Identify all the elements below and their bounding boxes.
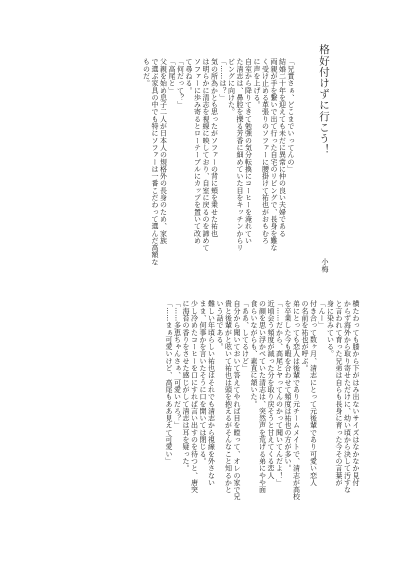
text-line: 弟にとっても恋人は後輩であり元チームメイトで、清志が高校 [292,300,301,501]
text-line: いう話である。 [216,300,224,351]
text-line: に声を上げる。 [253,58,261,109]
text-line: 「高尾と」 [168,58,176,94]
text-line: 「……まぁ可愛いけど、高尾もああ見えて可愛い」 [165,300,173,465]
text-line: 「ああ、してるけど」 [241,300,250,372]
author-name: 小梅 [321,258,329,273]
story-title: 格好付けずに行こう！ [318,44,330,155]
text-line: 身に染みている。 [326,300,335,358]
text-line: 「んー」 [318,300,326,329]
text-block-top [40,58,295,283]
text-line: と言われて育った兄弟は自らも長身に育った今その言葉が [335,300,343,486]
text-line: ビングに向けた。 [227,58,236,116]
text-line: を卒業した今も暇を合わせて頻度は祐也の方が多い。 [284,300,292,472]
text-line: 難しい年頃らしい祐也はそれでも清志から視線を外さない [207,300,216,486]
text-line: く受け止める革張りのソファーに腰掛けて祐也がおもむろ [261,58,270,244]
text-line: 少し冷めたコーヒーを口にすれば言い出すのを待つと、唐突 [190,300,199,494]
text-line: 「兄貴さぁ、どこまでいってんの」 [287,58,295,173]
text-line: 父親を始め息子二人が日本人の規格外の長身のため、家族 [159,58,168,244]
text-line: 「……は？」 [219,58,227,101]
text-line: に海苔の香りをさせた感じがして清志は耳を疑った。 [182,300,190,472]
text-block-bottom [40,300,360,525]
text-line: て尋ねる。 [185,58,193,94]
text-line: 気の所為かとも思ったがソファーの背に頬を乗せた祐也 [210,58,219,237]
text-line: は明らかに清志を視線に映しており、自室に戻るのを諦めて [202,58,210,252]
text-line: まま、何事かを言いたそうに口を開いては閉じる。 [199,300,207,465]
text-line: 「……だから、高尾とヤってんのかって聞いてんだよ！」 [275,300,284,486]
text-line: で選ぶ家具の中でも特にソファーは一番こだわって選んだ高額な [151,58,159,266]
text-line: 自分から聞いておいて答えてやれば目を瞠って、オレの家で兄 [233,300,241,501]
text-line: 「……多恵ちゃんさぁ、可愛いだろ？」 [173,300,182,429]
text-line: 食らいながらも、素直に頷いた。 [250,300,258,408]
text-line: ものだ。 [142,58,151,87]
text-line: 近頃会う頻度が減った分を取り戻そうと甘えてくる恋人 [267,300,275,479]
text-line: からず海外から取り寄せただけに、幼い頃から決して汚すな [343,300,352,494]
text-line: ソファーに歩み寄るとローテーブルにカップを置いて改め [193,58,202,244]
text-line: 付き合って数ヶ月、清志にとって元後輩であり可愛い恋人 [309,300,318,486]
text-line: の名前を祐也が呼ぶ。 [301,300,309,372]
text-line: の顔を思い浮かべていた清志は、突然声を荒げる弟にやや面 [258,300,267,494]
text-line: 貴と後輩がと呟いて祐也は頭を抱えるがそんなこと知るかと [224,300,233,494]
text-line: た清志は、鼻腔を擽る芳香に細めていた目をキッチンからリ [236,58,244,252]
text-line: 横たわっても膝から下がはみ出ないサイズはなかなか見付 [352,300,360,486]
text-line: 「何だって？」 [176,58,185,109]
text-line: 両親が手を繋いで出て行った自宅のリビングで、長身を難な [270,58,278,252]
text-line: 結婚二十年を迎えても未だに異常に仲の良い夫婦である [278,58,287,237]
text-line: 自室から降りてきて勉強の気分転換にコーヒーを淹れてい [244,58,253,244]
